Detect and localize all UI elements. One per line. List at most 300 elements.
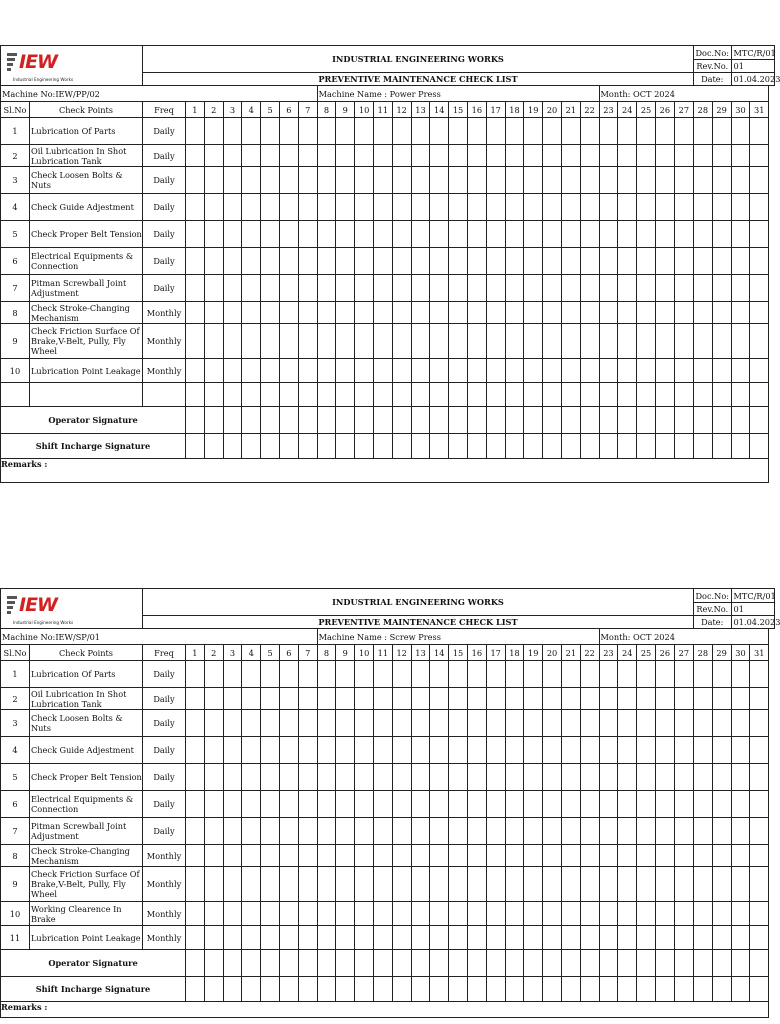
day-check-cell[interactable] (618, 221, 637, 248)
signature-cell[interactable] (655, 407, 674, 434)
day-check-cell[interactable] (655, 902, 674, 926)
day-check-cell[interactable] (392, 845, 411, 867)
day-check-cell[interactable] (279, 926, 298, 950)
day-check-cell[interactable] (279, 867, 298, 902)
day-check-cell[interactable] (336, 118, 355, 145)
signature-cell[interactable] (204, 977, 223, 1002)
day-check-cell[interactable] (204, 902, 223, 926)
day-check-cell[interactable] (223, 248, 242, 275)
day-check-cell[interactable] (467, 688, 486, 710)
day-check-cell[interactable] (298, 791, 317, 818)
signature-cell[interactable] (543, 407, 562, 434)
day-check-cell[interactable] (693, 926, 712, 950)
day-check-cell[interactable] (411, 902, 430, 926)
day-check-cell[interactable] (411, 302, 430, 324)
day-check-cell[interactable] (317, 324, 336, 359)
day-check-cell[interactable] (411, 221, 430, 248)
day-check-cell[interactable] (261, 221, 280, 248)
day-check-cell[interactable] (467, 867, 486, 902)
day-check-cell[interactable] (261, 791, 280, 818)
day-check-cell[interactable] (693, 764, 712, 791)
day-check-cell[interactable] (505, 145, 524, 167)
day-check-cell[interactable] (637, 791, 656, 818)
day-check-cell[interactable] (486, 383, 505, 407)
signature-cell[interactable] (411, 950, 430, 977)
day-check-cell[interactable] (186, 867, 205, 902)
day-check-cell[interactable] (731, 275, 750, 302)
signature-cell[interactable] (355, 434, 374, 459)
remarks-field[interactable]: Remarks : (1, 1002, 769, 1018)
day-check-cell[interactable] (317, 845, 336, 867)
day-check-cell[interactable] (750, 710, 769, 737)
day-check-cell[interactable] (731, 867, 750, 902)
day-check-cell[interactable] (223, 791, 242, 818)
day-check-cell[interactable] (693, 902, 712, 926)
day-check-cell[interactable] (655, 359, 674, 383)
day-check-cell[interactable] (223, 118, 242, 145)
day-check-cell[interactable] (186, 926, 205, 950)
day-check-cell[interactable] (242, 359, 261, 383)
day-check-cell[interactable] (655, 764, 674, 791)
signature-cell[interactable] (580, 977, 599, 1002)
day-check-cell[interactable] (486, 818, 505, 845)
day-check-cell[interactable] (279, 194, 298, 221)
day-check-cell[interactable] (298, 661, 317, 688)
day-check-cell[interactable] (373, 167, 392, 194)
day-check-cell[interactable] (223, 867, 242, 902)
day-check-cell[interactable] (430, 324, 449, 359)
day-check-cell[interactable] (599, 791, 618, 818)
signature-cell[interactable] (599, 434, 618, 459)
day-check-cell[interactable] (467, 737, 486, 764)
day-check-cell[interactable] (449, 383, 468, 407)
day-check-cell[interactable] (655, 845, 674, 867)
day-check-cell[interactable] (505, 248, 524, 275)
day-check-cell[interactable] (618, 275, 637, 302)
signature-cell[interactable] (712, 950, 731, 977)
day-check-cell[interactable] (392, 867, 411, 902)
signature-cell[interactable] (524, 977, 543, 1002)
day-check-cell[interactable] (355, 118, 374, 145)
day-check-cell[interactable] (580, 145, 599, 167)
signature-cell[interactable] (261, 950, 280, 977)
day-check-cell[interactable] (223, 275, 242, 302)
day-check-cell[interactable] (336, 764, 355, 791)
day-check-cell[interactable] (524, 359, 543, 383)
day-check-cell[interactable] (655, 383, 674, 407)
day-check-cell[interactable] (543, 194, 562, 221)
day-check-cell[interactable] (580, 359, 599, 383)
day-check-cell[interactable] (242, 818, 261, 845)
day-check-cell[interactable] (486, 118, 505, 145)
day-check-cell[interactable] (223, 688, 242, 710)
day-check-cell[interactable] (580, 764, 599, 791)
day-check-cell[interactable] (637, 710, 656, 737)
signature-cell[interactable] (693, 950, 712, 977)
day-check-cell[interactable] (336, 275, 355, 302)
day-check-cell[interactable] (731, 383, 750, 407)
day-check-cell[interactable] (486, 845, 505, 867)
day-check-cell[interactable] (279, 737, 298, 764)
day-check-cell[interactable] (223, 926, 242, 950)
day-check-cell[interactable] (674, 359, 693, 383)
day-check-cell[interactable] (373, 710, 392, 737)
day-check-cell[interactable] (373, 302, 392, 324)
day-check-cell[interactable] (674, 764, 693, 791)
day-check-cell[interactable] (637, 845, 656, 867)
day-check-cell[interactable] (298, 845, 317, 867)
day-check-cell[interactable] (298, 118, 317, 145)
day-check-cell[interactable] (561, 688, 580, 710)
day-check-cell[interactable] (524, 118, 543, 145)
day-check-cell[interactable] (279, 902, 298, 926)
signature-cell[interactable] (204, 407, 223, 434)
day-check-cell[interactable] (392, 145, 411, 167)
day-check-cell[interactable] (655, 167, 674, 194)
day-check-cell[interactable] (298, 167, 317, 194)
day-check-cell[interactable] (693, 324, 712, 359)
day-check-cell[interactable] (449, 118, 468, 145)
signature-cell[interactable] (279, 977, 298, 1002)
signature-cell[interactable] (223, 407, 242, 434)
day-check-cell[interactable] (223, 710, 242, 737)
day-check-cell[interactable] (693, 275, 712, 302)
day-check-cell[interactable] (373, 275, 392, 302)
day-check-cell[interactable] (355, 818, 374, 845)
signature-cell[interactable] (731, 407, 750, 434)
day-check-cell[interactable] (449, 902, 468, 926)
day-check-cell[interactable] (693, 661, 712, 688)
day-check-cell[interactable] (261, 710, 280, 737)
day-check-cell[interactable] (505, 302, 524, 324)
day-check-cell[interactable] (655, 145, 674, 167)
day-check-cell[interactable] (731, 167, 750, 194)
signature-cell[interactable] (430, 950, 449, 977)
day-check-cell[interactable] (430, 710, 449, 737)
day-check-cell[interactable] (486, 661, 505, 688)
day-check-cell[interactable] (261, 359, 280, 383)
day-check-cell[interactable] (242, 710, 261, 737)
signature-cell[interactable] (261, 434, 280, 459)
day-check-cell[interactable] (693, 791, 712, 818)
day-check-cell[interactable] (561, 845, 580, 867)
day-check-cell[interactable] (561, 275, 580, 302)
day-check-cell[interactable] (674, 145, 693, 167)
day-check-cell[interactable] (317, 221, 336, 248)
day-check-cell[interactable] (750, 145, 769, 167)
day-check-cell[interactable] (524, 791, 543, 818)
day-check-cell[interactable] (467, 764, 486, 791)
day-check-cell[interactable] (524, 324, 543, 359)
day-check-cell[interactable] (336, 302, 355, 324)
day-check-cell[interactable] (655, 661, 674, 688)
day-check-cell[interactable] (355, 791, 374, 818)
day-check-cell[interactable] (618, 737, 637, 764)
day-check-cell[interactable] (731, 791, 750, 818)
day-check-cell[interactable] (637, 383, 656, 407)
day-check-cell[interactable] (486, 248, 505, 275)
signature-cell[interactable] (467, 950, 486, 977)
signature-cell[interactable] (637, 977, 656, 1002)
day-check-cell[interactable] (242, 791, 261, 818)
day-check-cell[interactable] (242, 248, 261, 275)
day-check-cell[interactable] (261, 324, 280, 359)
signature-cell[interactable] (637, 407, 656, 434)
day-check-cell[interactable] (561, 324, 580, 359)
day-check-cell[interactable] (712, 167, 731, 194)
day-check-cell[interactable] (186, 359, 205, 383)
signature-cell[interactable] (618, 950, 637, 977)
day-check-cell[interactable] (637, 194, 656, 221)
day-check-cell[interactable] (524, 710, 543, 737)
day-check-cell[interactable] (599, 818, 618, 845)
day-check-cell[interactable] (373, 145, 392, 167)
signature-cell[interactable] (449, 950, 468, 977)
signature-cell[interactable] (580, 407, 599, 434)
day-check-cell[interactable] (486, 194, 505, 221)
day-check-cell[interactable] (618, 302, 637, 324)
day-check-cell[interactable] (261, 194, 280, 221)
day-check-cell[interactable] (712, 818, 731, 845)
day-check-cell[interactable] (637, 167, 656, 194)
day-check-cell[interactable] (449, 926, 468, 950)
day-check-cell[interactable] (580, 926, 599, 950)
day-check-cell[interactable] (505, 818, 524, 845)
day-check-cell[interactable] (731, 661, 750, 688)
day-check-cell[interactable] (693, 221, 712, 248)
day-check-cell[interactable] (505, 902, 524, 926)
signature-cell[interactable] (486, 407, 505, 434)
day-check-cell[interactable] (449, 710, 468, 737)
day-check-cell[interactable] (242, 867, 261, 902)
day-check-cell[interactable] (298, 710, 317, 737)
day-check-cell[interactable] (618, 194, 637, 221)
day-check-cell[interactable] (637, 221, 656, 248)
day-check-cell[interactable] (430, 661, 449, 688)
day-check-cell[interactable] (430, 221, 449, 248)
day-check-cell[interactable] (204, 688, 223, 710)
day-check-cell[interactable] (524, 275, 543, 302)
day-check-cell[interactable] (505, 867, 524, 902)
day-check-cell[interactable] (486, 221, 505, 248)
day-check-cell[interactable] (223, 359, 242, 383)
day-check-cell[interactable] (204, 383, 223, 407)
day-check-cell[interactable] (223, 167, 242, 194)
day-check-cell[interactable] (430, 275, 449, 302)
day-check-cell[interactable] (411, 737, 430, 764)
signature-cell[interactable] (430, 407, 449, 434)
day-check-cell[interactable] (298, 359, 317, 383)
day-check-cell[interactable] (524, 737, 543, 764)
day-check-cell[interactable] (317, 118, 336, 145)
day-check-cell[interactable] (373, 688, 392, 710)
day-check-cell[interactable] (186, 737, 205, 764)
day-check-cell[interactable] (486, 902, 505, 926)
day-check-cell[interactable] (524, 818, 543, 845)
day-check-cell[interactable] (355, 248, 374, 275)
signature-cell[interactable] (674, 407, 693, 434)
day-check-cell[interactable] (599, 710, 618, 737)
day-check-cell[interactable] (411, 688, 430, 710)
day-check-cell[interactable] (467, 661, 486, 688)
signature-cell[interactable] (618, 407, 637, 434)
day-check-cell[interactable] (186, 791, 205, 818)
signature-cell[interactable] (693, 977, 712, 1002)
day-check-cell[interactable] (599, 688, 618, 710)
signature-cell[interactable] (186, 950, 205, 977)
day-check-cell[interactable] (524, 383, 543, 407)
day-check-cell[interactable] (204, 167, 223, 194)
day-check-cell[interactable] (505, 194, 524, 221)
day-check-cell[interactable] (355, 275, 374, 302)
day-check-cell[interactable] (505, 710, 524, 737)
day-check-cell[interactable] (317, 359, 336, 383)
day-check-cell[interactable] (750, 324, 769, 359)
day-check-cell[interactable] (750, 221, 769, 248)
day-check-cell[interactable] (261, 902, 280, 926)
day-check-cell[interactable] (693, 118, 712, 145)
day-check-cell[interactable] (712, 302, 731, 324)
signature-cell[interactable] (279, 434, 298, 459)
signature-cell[interactable] (186, 407, 205, 434)
day-check-cell[interactable] (430, 791, 449, 818)
day-check-cell[interactable] (693, 194, 712, 221)
day-check-cell[interactable] (561, 791, 580, 818)
day-check-cell[interactable] (543, 688, 562, 710)
day-check-cell[interactable] (524, 167, 543, 194)
day-check-cell[interactable] (524, 221, 543, 248)
signature-cell[interactable] (561, 950, 580, 977)
day-check-cell[interactable] (674, 737, 693, 764)
day-check-cell[interactable] (317, 867, 336, 902)
day-check-cell[interactable] (505, 167, 524, 194)
day-check-cell[interactable] (204, 818, 223, 845)
day-check-cell[interactable] (242, 275, 261, 302)
day-check-cell[interactable] (618, 324, 637, 359)
signature-cell[interactable] (486, 434, 505, 459)
signature-cell[interactable] (355, 407, 374, 434)
day-check-cell[interactable] (599, 324, 618, 359)
signature-cell[interactable] (561, 977, 580, 1002)
day-check-cell[interactable] (204, 791, 223, 818)
day-check-cell[interactable] (655, 818, 674, 845)
day-check-cell[interactable] (674, 661, 693, 688)
day-check-cell[interactable] (674, 324, 693, 359)
day-check-cell[interactable] (373, 383, 392, 407)
day-check-cell[interactable] (430, 867, 449, 902)
day-check-cell[interactable] (449, 275, 468, 302)
day-check-cell[interactable] (392, 167, 411, 194)
day-check-cell[interactable] (411, 145, 430, 167)
day-check-cell[interactable] (336, 926, 355, 950)
day-check-cell[interactable] (637, 661, 656, 688)
day-check-cell[interactable] (543, 302, 562, 324)
day-check-cell[interactable] (655, 791, 674, 818)
day-check-cell[interactable] (524, 688, 543, 710)
day-check-cell[interactable] (693, 867, 712, 902)
day-check-cell[interactable] (223, 383, 242, 407)
day-check-cell[interactable] (543, 818, 562, 845)
signature-cell[interactable] (392, 950, 411, 977)
day-check-cell[interactable] (655, 710, 674, 737)
day-check-cell[interactable] (467, 902, 486, 926)
day-check-cell[interactable] (618, 661, 637, 688)
day-check-cell[interactable] (580, 383, 599, 407)
day-check-cell[interactable] (336, 661, 355, 688)
signature-cell[interactable] (561, 407, 580, 434)
day-check-cell[interactable] (674, 302, 693, 324)
signature-cell[interactable] (561, 434, 580, 459)
day-check-cell[interactable] (674, 383, 693, 407)
day-check-cell[interactable] (561, 737, 580, 764)
day-check-cell[interactable] (261, 737, 280, 764)
day-check-cell[interactable] (298, 194, 317, 221)
day-check-cell[interactable] (373, 661, 392, 688)
day-check-cell[interactable] (411, 167, 430, 194)
day-check-cell[interactable] (543, 248, 562, 275)
day-check-cell[interactable] (298, 221, 317, 248)
day-check-cell[interactable] (524, 867, 543, 902)
day-check-cell[interactable] (524, 248, 543, 275)
day-check-cell[interactable] (298, 383, 317, 407)
day-check-cell[interactable] (223, 845, 242, 867)
day-check-cell[interactable] (674, 221, 693, 248)
signature-cell[interactable] (655, 434, 674, 459)
signature-cell[interactable] (373, 434, 392, 459)
signature-cell[interactable] (693, 407, 712, 434)
day-check-cell[interactable] (279, 359, 298, 383)
day-check-cell[interactable] (543, 902, 562, 926)
day-check-cell[interactable] (580, 221, 599, 248)
signature-cell[interactable] (524, 434, 543, 459)
day-check-cell[interactable] (317, 764, 336, 791)
day-check-cell[interactable] (242, 764, 261, 791)
day-check-cell[interactable] (618, 383, 637, 407)
day-check-cell[interactable] (298, 275, 317, 302)
day-check-cell[interactable] (186, 383, 205, 407)
day-check-cell[interactable] (731, 845, 750, 867)
day-check-cell[interactable] (411, 764, 430, 791)
day-check-cell[interactable] (317, 661, 336, 688)
day-check-cell[interactable] (449, 764, 468, 791)
day-check-cell[interactable] (750, 248, 769, 275)
signature-cell[interactable] (355, 950, 374, 977)
signature-cell[interactable] (411, 407, 430, 434)
day-check-cell[interactable] (336, 221, 355, 248)
day-check-cell[interactable] (186, 221, 205, 248)
day-check-cell[interactable] (449, 867, 468, 902)
day-check-cell[interactable] (580, 867, 599, 902)
day-check-cell[interactable] (561, 902, 580, 926)
day-check-cell[interactable] (204, 302, 223, 324)
day-check-cell[interactable] (392, 926, 411, 950)
day-check-cell[interactable] (449, 737, 468, 764)
day-check-cell[interactable] (392, 275, 411, 302)
signature-cell[interactable] (186, 434, 205, 459)
day-check-cell[interactable] (186, 275, 205, 302)
day-check-cell[interactable] (279, 845, 298, 867)
signature-cell[interactable] (204, 950, 223, 977)
day-check-cell[interactable] (599, 737, 618, 764)
day-check-cell[interactable] (637, 359, 656, 383)
signature-cell[interactable] (467, 407, 486, 434)
day-check-cell[interactable] (392, 324, 411, 359)
day-check-cell[interactable] (467, 145, 486, 167)
day-check-cell[interactable] (543, 324, 562, 359)
day-check-cell[interactable] (712, 324, 731, 359)
day-check-cell[interactable] (599, 145, 618, 167)
day-check-cell[interactable] (430, 302, 449, 324)
